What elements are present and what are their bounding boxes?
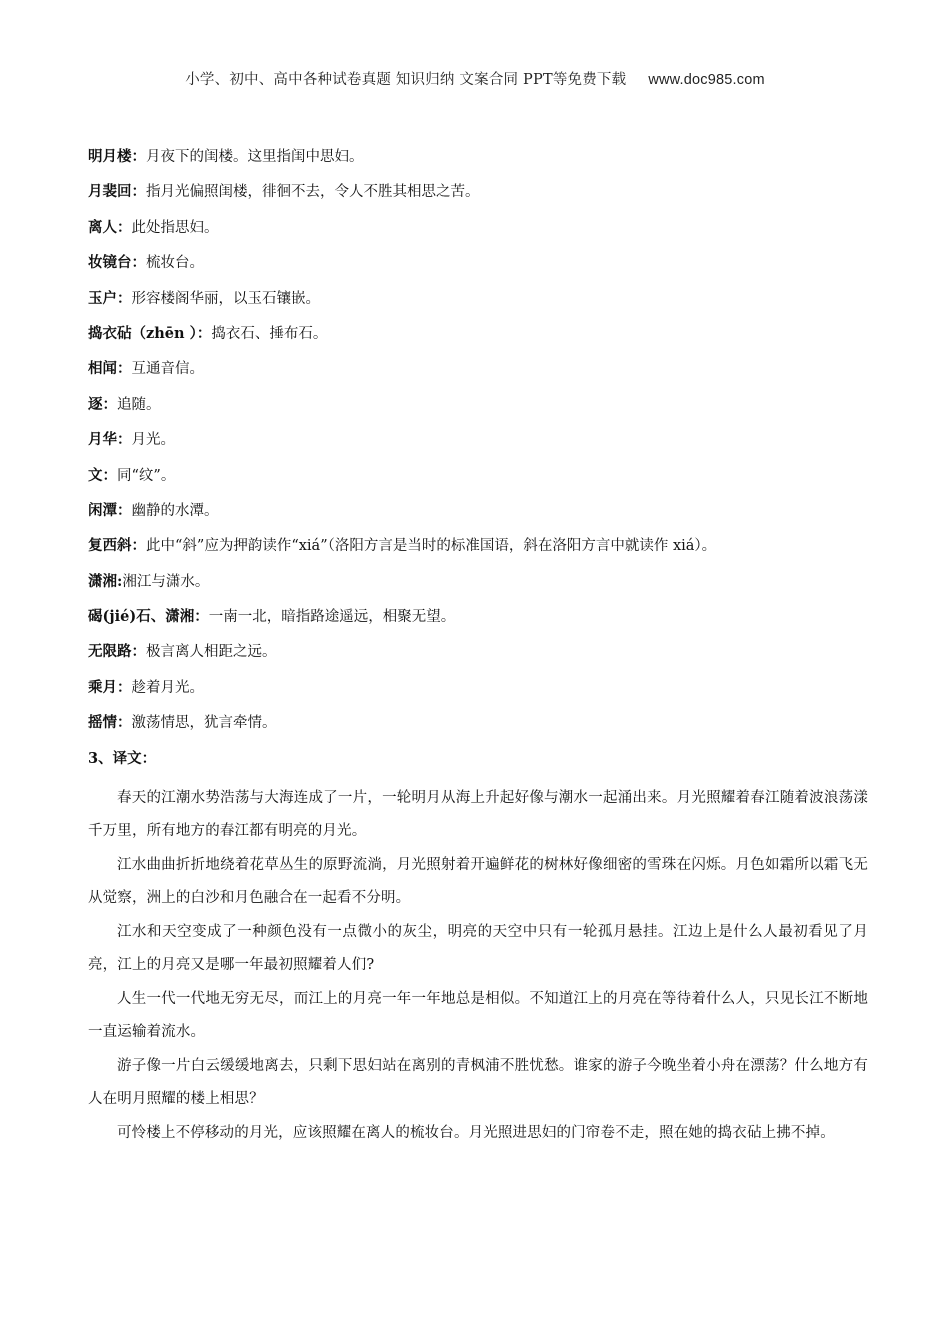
glossary-definition: 互通音信。 [131, 361, 204, 378]
header-site: www.doc985.com [648, 72, 765, 88]
glossary-term: 妆镜台： [88, 254, 146, 272]
glossary-entry [88, 216, 868, 251]
glossary-term: 乘月： [88, 678, 132, 696]
glossary-entry [88, 676, 868, 711]
translation-paragraph: 人生一代一代地无穷无尽，而江上的月亮一年一年地总是相似。不知道江上的月亮在等待着什么人，只见长江不断地一直运输着流水。 [88, 990, 868, 1041]
glossary-term: 月华： [88, 431, 132, 449]
glossary-definition: 追随。 [117, 396, 161, 413]
section-heading: 3、译文： [88, 749, 157, 767]
glossary-entry [88, 605, 868, 640]
glossary-entry [88, 357, 868, 392]
glossary-term: 离人： [88, 218, 132, 236]
glossary-definition: 指月光偏照闺楼，徘徊不去，令人不胜其相思之苦。 [146, 184, 480, 201]
glossary-definition: 月夜下的闺楼。这里指闺中思妇。 [146, 149, 364, 165]
glossary-definition: 极言离人相距之远。 [146, 644, 277, 661]
glossary-definition: 梳妆台。 [146, 255, 204, 272]
translation-paragraph: 游子像一片白云缓缓地离去，只剩下思妇站在离别的青枫浦不胜忧愁。谁家的游子今晚坐着小舟在漂荡？什么地方有人在明月照耀的楼上相思？ [88, 1057, 868, 1108]
translation-section [88, 782, 868, 1151]
glossary-definition: 月光。 [131, 432, 175, 449]
glossary-entry [88, 287, 868, 322]
glossary-definition: 此中“斜”应为押韵读作“xiá”（洛阳方言是当时的标准国语，斜在洛阳方言中就读作 xiá）。 [146, 538, 717, 555]
glossary-entry [88, 322, 868, 357]
glossary-entry [88, 145, 868, 180]
glossary-definition: 湘江与潇水。 [122, 573, 210, 590]
glossary-term: 文： [88, 466, 117, 484]
glossary-entry [88, 393, 868, 428]
glossary-list [88, 145, 868, 747]
glossary-entry [88, 180, 868, 215]
glossary-term: 潇湘: [88, 572, 123, 590]
glossary-term: 逐： [88, 395, 117, 413]
glossary-entry [88, 251, 868, 286]
glossary-entry [88, 464, 868, 499]
glossary-term: 玉户： [88, 289, 132, 307]
glossary-definition: 捣衣石、捶布石。 [211, 325, 328, 342]
glossary-term: 无限路： [88, 643, 146, 661]
glossary-entry [88, 534, 868, 569]
glossary-definition: 此处指思妇。 [131, 219, 219, 236]
translation-paragraph: 春天的江潮水势浩荡与大海连成了一片，一轮明月从海上升起好像与潮水一起涌出来。月光照耀着春江随着波浪荡漾千万里，所有地方的春江都有明亮的月光。 [88, 789, 868, 840]
header-text: 小学、初中、高中各种试卷真题 知识归纳 文案合同 PPT等免费下载 [185, 72, 627, 88]
document-body [88, 145, 868, 1150]
translation-paragraph: 江水和天空变成了一种颜色没有一点微小的灰尘，明亮的天空中只有一轮孤月悬挂。江边上是什么人最初看见了月亮，江上的月亮又是哪一年最初照耀着人们? [88, 923, 868, 974]
page-header [0, 68, 950, 89]
glossary-term: 相闻： [88, 360, 132, 378]
glossary-term: 复西斜： [88, 537, 146, 555]
glossary-entry [88, 570, 868, 605]
glossary-definition: 幽静的水潭。 [131, 502, 219, 519]
glossary-term: 闲潭： [88, 501, 132, 519]
glossary-term: 摇情： [88, 714, 132, 732]
glossary-definition: 激荡情思，犹言牵情。 [131, 715, 277, 732]
glossary-term: 碣(jié)石、潇湘： [88, 608, 209, 626]
glossary-definition: 趁着月光。 [131, 679, 204, 696]
glossary-definition: 同“纹”。 [117, 467, 176, 484]
glossary-definition: 一南一北，暗指路途遥远，相聚无望。 [208, 609, 456, 626]
glossary-definition: 形容楼阁华丽，以玉石镶嵌。 [131, 290, 320, 307]
glossary-entry [88, 640, 868, 675]
glossary-entry [88, 711, 868, 746]
glossary-entry [88, 428, 868, 463]
glossary-term: 明月楼： [88, 148, 146, 165]
glossary-entry [88, 499, 868, 534]
glossary-term: 月裴回： [88, 183, 146, 201]
glossary-term: 捣衣砧（zhēn ）： [88, 324, 212, 342]
translation-paragraph: 江水曲曲折折地绕着花草丛生的原野流淌，月光照射着开遍鲜花的树林好像细密的雪珠在闪烁。月色如霜所以霜飞无从觉察，洲上的白沙和月色融合在一起看不分明。 [88, 856, 868, 907]
translation-paragraph: 可怜楼上不停移动的月光，应该照耀在离人的梳妆台。月光照进思妇的门帘卷不走，照在她的捣衣砧上拂不掉。 [117, 1124, 835, 1141]
